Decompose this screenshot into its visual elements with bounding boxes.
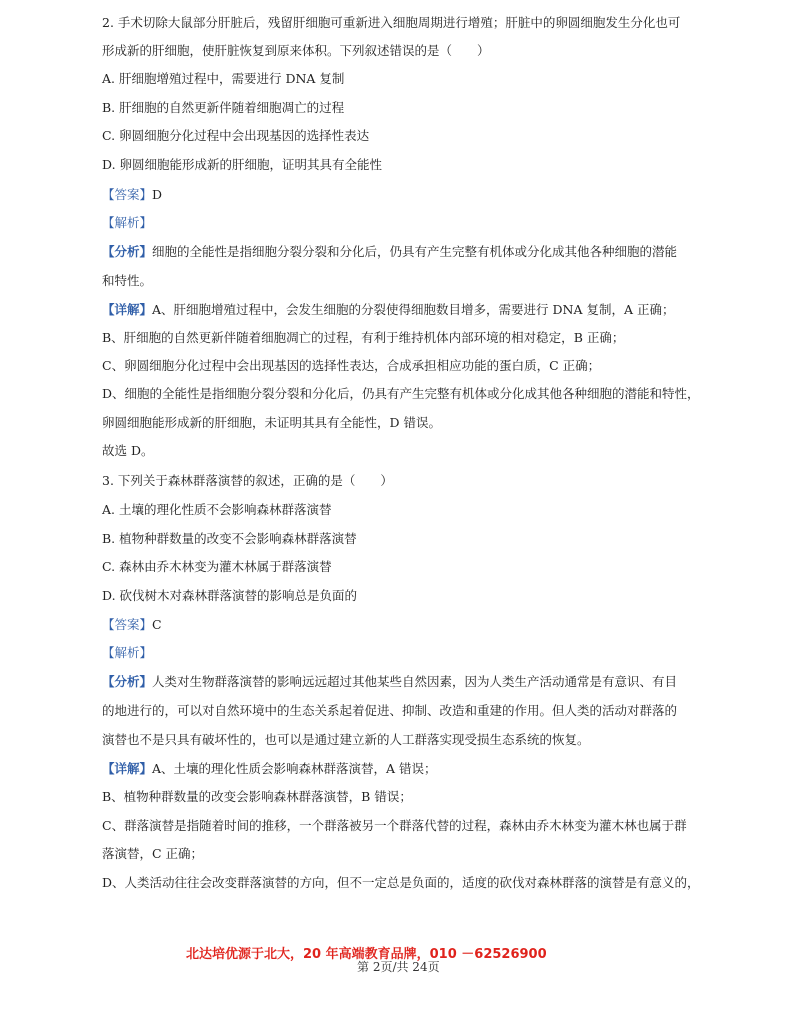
q3-answer: [102, 617, 162, 633]
q2-xiangjie-tag: 【详解】: [102, 302, 153, 317]
q3-detail-line-1: [102, 761, 437, 777]
q2-fenxi-line-2: 和特性。: [102, 273, 153, 288]
q2-detail-line-5: 卵圆细胞能形成新的肝细胞，未证明其具有全能性，D 错误。: [102, 415, 441, 430]
q3-stem: 3. 下列关于森林群落演替的叙述，正确的是（ ）: [102, 473, 393, 488]
q3-detail-line-3: C、群落演替是指随着时间的推移，一个群落被另一个群落代替的过程，森林由乔木林变为灌木林也属于群: [102, 818, 687, 833]
q2-detail-line-3: C、卵圆细胞分化过程中会出现基因的选择性表达，合成承担相应功能的蛋白质，C 正确；: [102, 358, 601, 373]
q2-stem-line-2: 形成新的肝细胞，使肝脏恢复到原来体积。下列叙述错误的是（ ）: [102, 43, 490, 58]
q3-option-a: A. 土壤的理化性质不会影响森林群落演替: [102, 502, 332, 517]
q3-detail-line-4: 落演替，C 正确；: [102, 846, 204, 861]
q3-option-c: C. 森林由乔木林变为灌木林属于群落演替: [102, 559, 332, 574]
q3-fenxi-line-2: 的地进行的，可以对自然环境中的生态关系起着促进、抑制、改造和重建的作用。但人类的活动对群落的: [102, 703, 678, 718]
q2-analysis-tag: 【解析】: [102, 215, 153, 230]
q2-conclusion: 故选 D。: [102, 443, 154, 458]
q3-fenxi-line-1: [102, 674, 677, 690]
footer-brand-text: 北达培优源于北大，20 年高端教育品牌，010 －62526900: [186, 947, 547, 962]
q2-option-a: A. 肝细胞增殖过程中，需要进行 DNA 复制: [102, 71, 345, 86]
q2-option-c: C. 卵圆细胞分化过程中会出现基因的选择性表达: [102, 128, 370, 143]
q3-analysis-tag: 【解析】: [102, 645, 153, 660]
q2-option-b: B. 肝细胞的自然更新伴随着细胞凋亡的过程: [102, 100, 345, 115]
page-number: 第 2页/共 24页: [357, 960, 440, 974]
q3-fenxi-tag: 【分析】: [102, 674, 153, 689]
q3-fenxi-text-1: 人类对生物群落演替的影响远远超过其他某些自然因素，因为人类生产活动通常是有意识、有目: [152, 674, 678, 689]
q3-option-d: D. 砍伐树木对森林群落演替的影响总是负面的: [102, 588, 358, 603]
q2-answer-value: D: [152, 187, 163, 202]
q3-option-b: B. 植物种群数量的改变不会影响森林群落演替: [102, 531, 357, 546]
q2-detail-text-1: A、肝细胞增殖过程中，会发生细胞的分裂使得细胞数目增多，需要进行 DNA 复制，A 正确；: [152, 302, 675, 317]
q2-answer: [102, 187, 162, 203]
q2-fenxi-tag: 【分析】: [102, 244, 153, 259]
q3-detail-line-5: D、人类活动往往会改变群落演替的方向，但不一定总是负面的，适度的砍伐对森林群落的演替是有意义的，: [102, 875, 700, 890]
q2-option-d: D. 卵圆细胞能形成新的肝细胞，证明其具有全能性: [102, 157, 383, 172]
q2-stem-line-1: 2. 手术切除大鼠部分肝脏后，残留肝细胞可重新进入细胞周期进行增殖；肝脏中的卵圆细胞发生分化也可: [102, 15, 681, 30]
q3-detail-line-2: B、植物种群数量的改变会影响森林群落演替，B 错误；: [102, 789, 412, 804]
q3-answer-tag: 【答案】: [102, 617, 153, 632]
q3-detail-text-1: A、土壤的理化性质会影响森林群落演替，A 错误；: [152, 761, 437, 776]
q3-xiangjie-tag: 【详解】: [102, 761, 153, 776]
q2-fenxi-line-1: [102, 244, 677, 260]
q2-answer-tag: 【答案】: [102, 187, 153, 202]
q3-answer-value: C: [152, 617, 162, 632]
q2-fenxi-text-1: 细胞的全能性是指细胞分裂分裂和分化后，仍具有产生完整有机体或分化成其他各种细胞的潜能: [152, 244, 678, 259]
q2-detail-line-1: [102, 302, 674, 318]
q3-fenxi-line-3: 演替也不是只具有破坏性的，也可以是通过建立新的人工群落实现受损生态系统的恢复。: [102, 732, 590, 747]
q2-detail-line-4: D、细胞的全能性是指细胞分裂分裂和分化后，仍具有产生完整有机体或分化成其他各种细胞的潜能和特性，: [102, 386, 700, 401]
q2-detail-line-2: B、肝细胞的自然更新伴随着细胞凋亡的过程，有利于维持机体内部环境的相对稳定，B 正确；: [102, 330, 625, 345]
